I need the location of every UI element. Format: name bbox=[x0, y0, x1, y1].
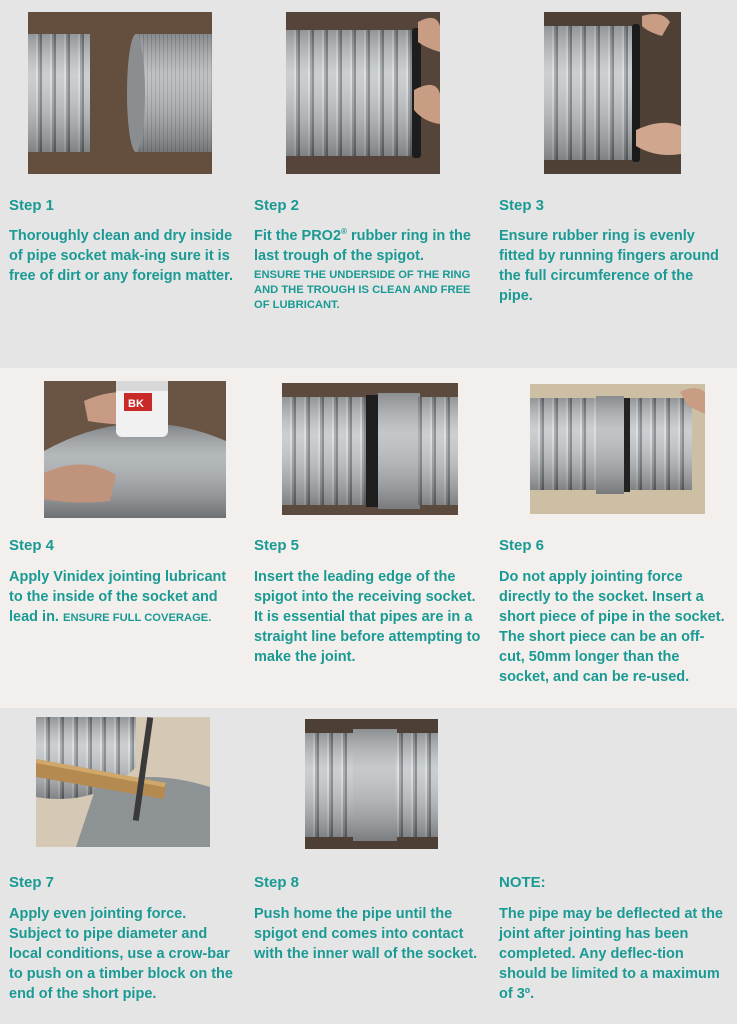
step-2-photo bbox=[286, 12, 440, 174]
step-8-text: Push home the pipe until the spigot end comes into contact with the inner wall of the socket. bbox=[254, 906, 478, 962]
step-7-text: Apply even jointing force. Subject to pipe diameter and local conditions, use a crow-bar to push on a timber block on the end of the short pipe. bbox=[9, 906, 233, 1002]
step-2-caution: ENSURE THE UNDERSIDE OF THE RING AND THE TROUGH IS CLEAN AND FREE OF LUBRICANT. bbox=[254, 269, 471, 311]
step-3-title: Step 3 bbox=[499, 197, 545, 214]
step-2-text-main: Fit the PRO2 bbox=[254, 228, 342, 244]
note-text: The pipe may be deflected at the joint after jointing has been completed. Any deflec-tion should be limited to a maximum of 3º. bbox=[499, 906, 723, 1002]
lubricant-can-label: BK bbox=[128, 398, 144, 410]
step-5-photo bbox=[282, 383, 458, 515]
step-3-text: Ensure rubber ring is evenly fitted by running fingers around the full circumference of the pipe. bbox=[499, 228, 719, 304]
step-8-title: Step 8 bbox=[254, 874, 300, 891]
registered-mark: ® bbox=[341, 227, 347, 237]
step-5-title: Step 5 bbox=[254, 537, 300, 554]
step-1-text: Thoroughly clean and dry inside of pipe socket mak-ing sure it is free of dirt or any foreign matter. bbox=[9, 228, 233, 284]
step-1-photo bbox=[28, 12, 212, 174]
step-6-text: Do not apply jointing force directly to the socket. Insert a short piece of pipe in the socket. The short piece can be an off-cut, 50mm longer than the socket, and can be re-used. bbox=[499, 569, 725, 685]
step-3-photo bbox=[544, 12, 681, 174]
step-6-photo bbox=[530, 384, 705, 514]
step-2-text bbox=[254, 226, 486, 313]
step-2-text-rest: rubber ring in the last trough of the spigot. bbox=[254, 228, 471, 264]
step-1-title: Step 1 bbox=[9, 197, 55, 214]
step-6-title: Step 6 bbox=[499, 537, 545, 554]
step-5-text: Insert the leading edge of the spigot into the receiving socket. It is essential that pipes are in a straight line before attempting to make the joint. bbox=[254, 569, 481, 665]
step-4-title: Step 4 bbox=[9, 537, 55, 554]
step-7-title: Step 7 bbox=[9, 874, 55, 891]
step-4-photo bbox=[44, 381, 226, 518]
step-4-text-main: Apply Vinidex jointing lubricant to the inside of the socket and lead in. bbox=[9, 569, 227, 625]
step-4-caution: ENSURE FULL COVERAGE. bbox=[63, 612, 212, 624]
step-8-photo bbox=[305, 719, 438, 849]
step-7-photo bbox=[36, 717, 210, 847]
note-title: NOTE: bbox=[499, 874, 546, 891]
step-4-text bbox=[9, 567, 234, 628]
step-2-title: Step 2 bbox=[254, 197, 300, 214]
